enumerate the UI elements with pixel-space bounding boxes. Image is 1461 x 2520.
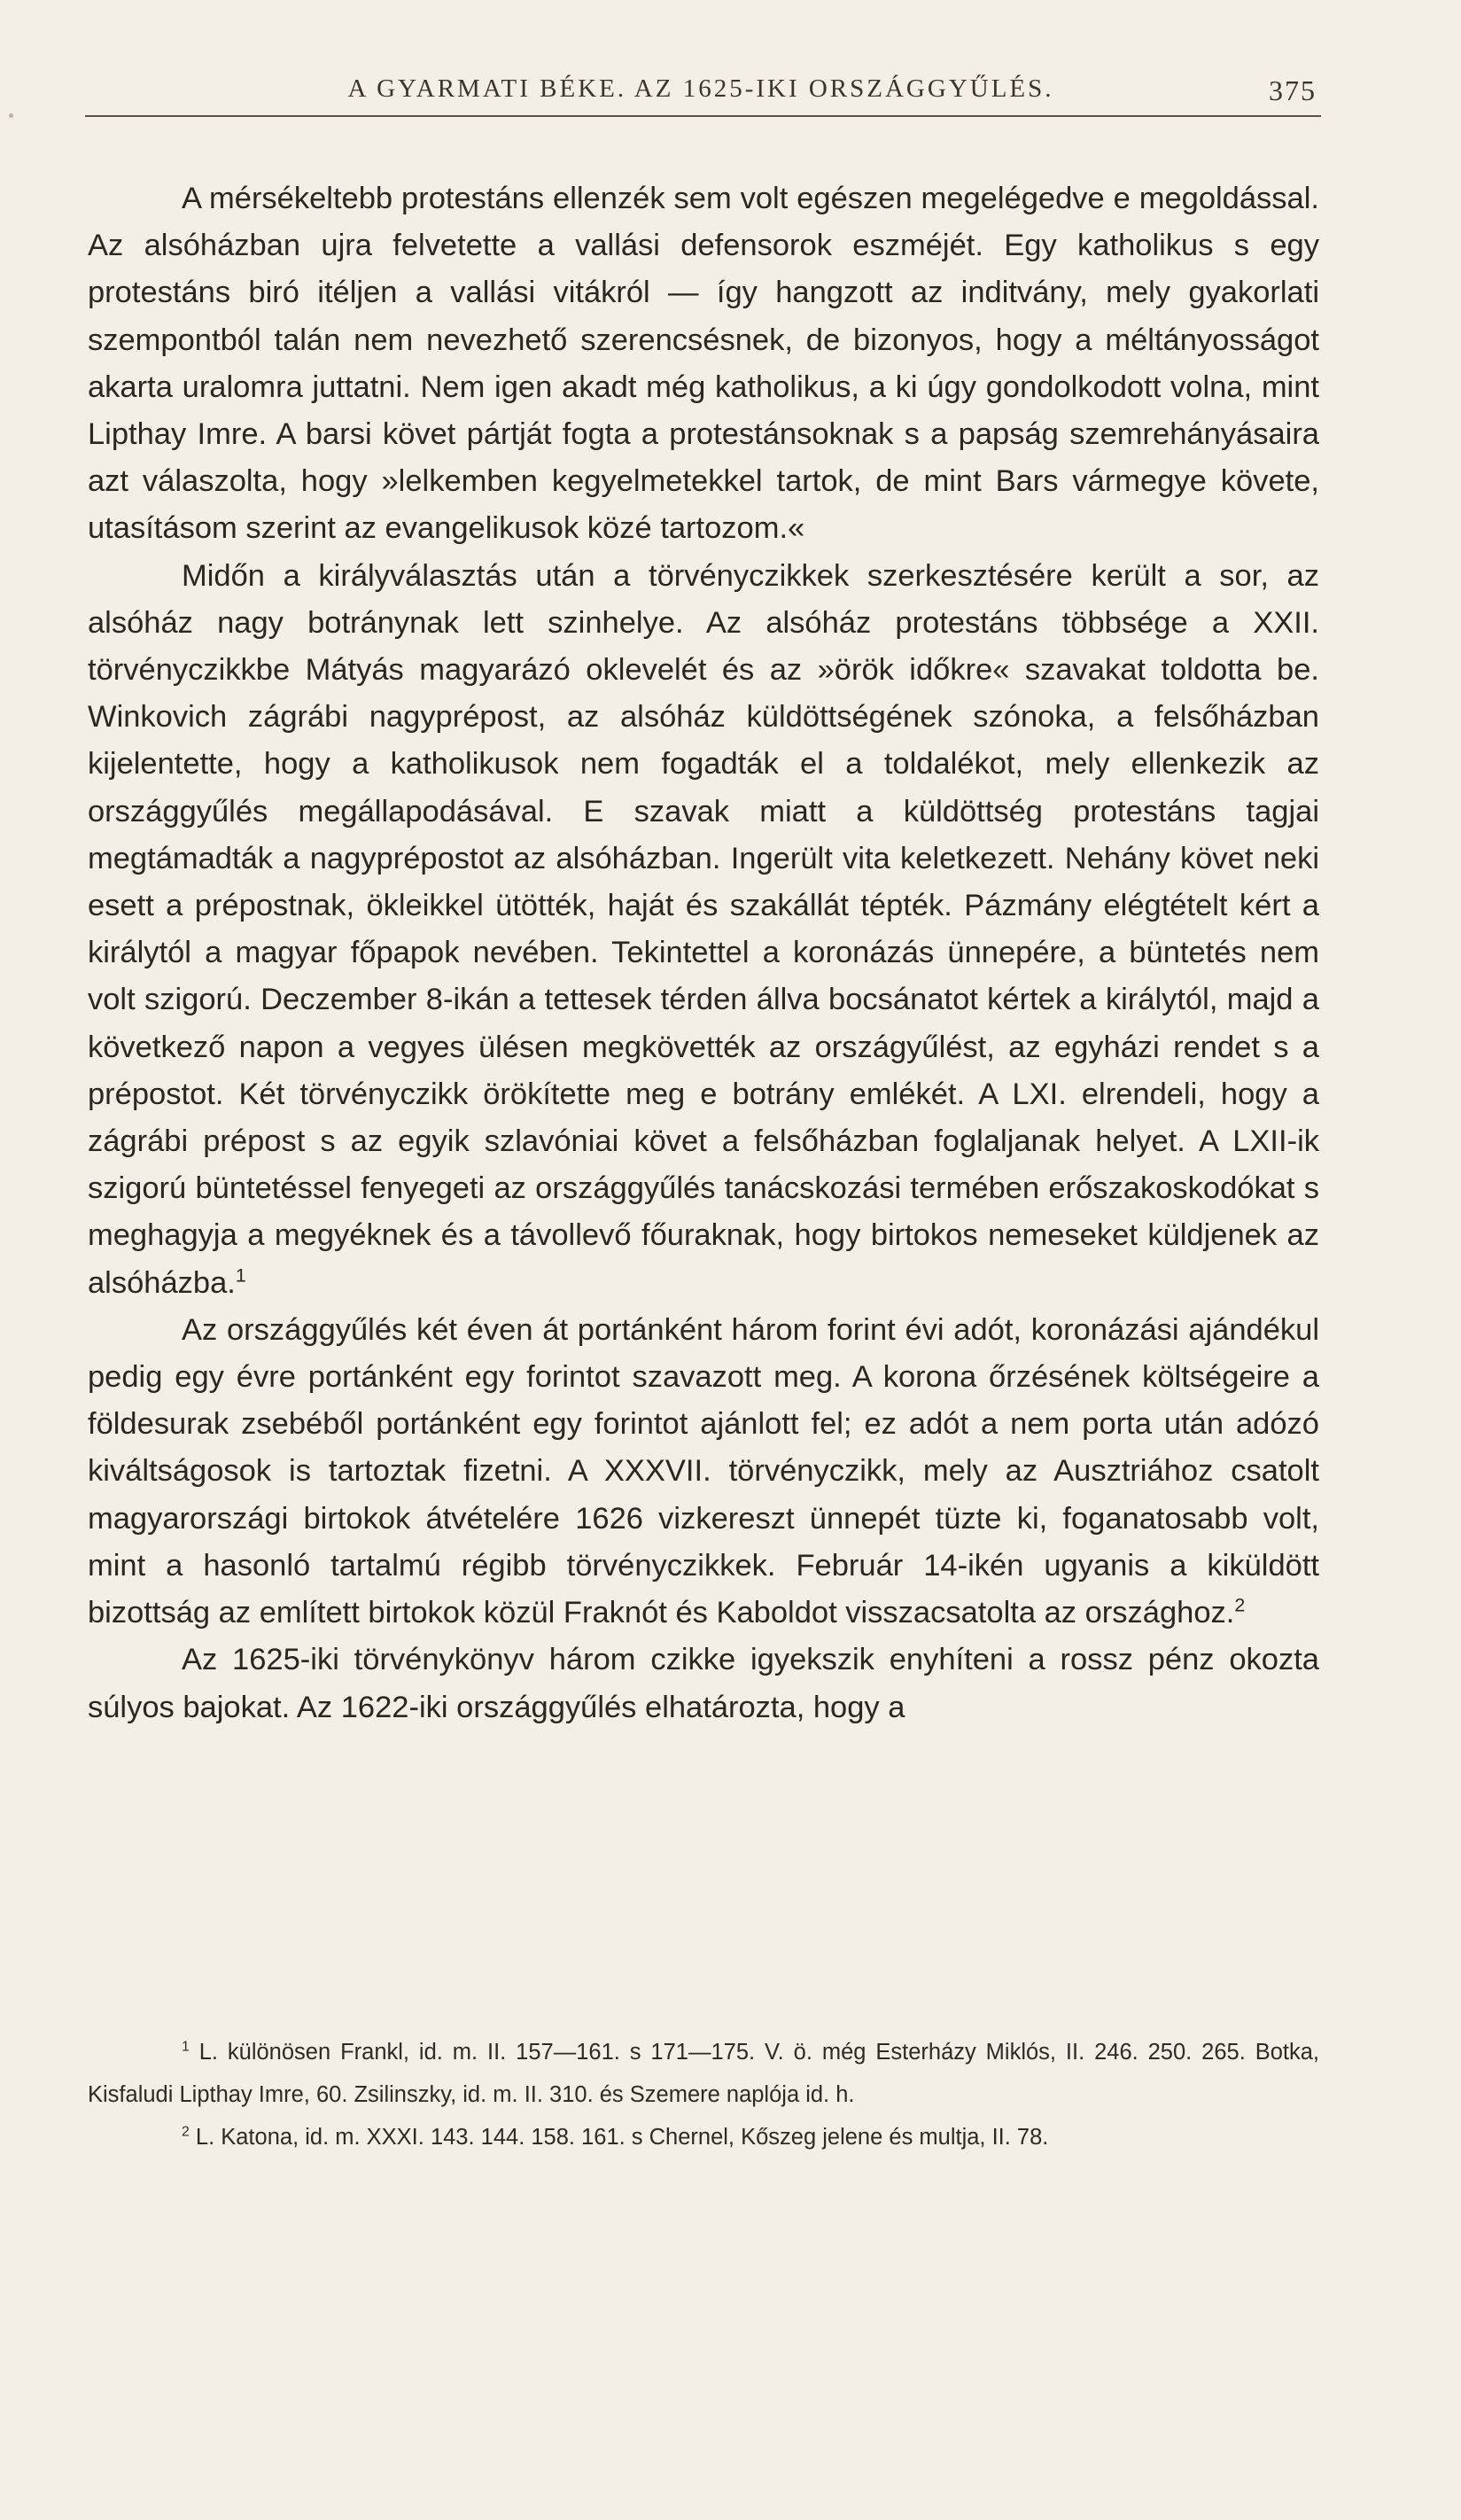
- footnote-text: L. Katona, id. m. XXXI. 143. 144. 158. 161. s Chernel, Kőszeg jelene és multja, II. 78.: [195, 2125, 1049, 2150]
- paragraph: [88, 1307, 1319, 1637]
- paragraph: [88, 553, 1319, 1307]
- footnote-reference[interactable]: 1: [235, 1264, 246, 1287]
- paragraph: [88, 175, 1319, 553]
- header-rule: [85, 115, 1321, 117]
- paragraph-text: A mérsékeltebb protestáns ellenzék sem volt egészen megelégedve e megoldással. Az alsóházban ujra felvetette a vallási defensorok eszméjét. Egy katholikus s egy protestáns biró itéljen a vallási vitákról — így hangzott az inditvány, mely gyakorlati szempontból talán nem nevezhető szerencsésnek, de bizonyos, hogy a méltányosságot akarta uralomra juttatni. Nem igen akadt még katholikus, a ki úgy gondolkodott volna, mint Lipthay Imre. A barsi követ pártját fogta a protestánsoknak s a papság szemrehányásaira azt válaszolta, hogy »lelkemben kegyelmetekkel tartok, de mint Bars vármegye követe, utasításom szerint az evangelikusok közé tartozom.«: [88, 182, 1319, 546]
- paragraph-text: Az 1625-iki törvénykönyv három czikke igyekszik enyhíteni a rossz pénz okozta súlyos bajokat. Az 1622-iki országgyűlés elhatározta, hogy a: [88, 1643, 1319, 1724]
- paper-speck: [9, 113, 13, 118]
- footnote: [88, 2116, 1319, 2158]
- footnotes: [88, 2031, 1319, 2158]
- paragraph-text: Midőn a királyválasztás után a törvényczikkek szerkesztésére került a sor, az alsóház nagy botránynak lett szinhelye. Az alsóház protestáns többsége a XXII. törvényczikkbe Mátyás magyarázó oklevelét és az »örök időkre« szavakat toldotta be. Winkovich zágrábi nagyprépost, az alsóház küldöttségének szónoka, a felsőházban kijelentette, hogy a katholikusok nem fogadták el a toldalékot, mely ellenkezik az országgyűlés megállapodásával. E szavak miatt a küldöttség protestáns tagjai megtámadták a nagyprépostot az alsóházban. Ingerült vita keletkezett. Nehány követ neki esett a prépostnak, ökleikkel ütötték, haját és szakállát tépték. Pázmány elégtételt kért a királytól a magyar főpapok nevében. Tekintettel a koronázás ünnepére, a büntetés nem volt szigorú. Deczember 8-ikán a tettesek térden állva bocsánatot kértek a királytól, majd a következő napon a vegyes ülésen megkövették az országyűlést, az egyházi rendet s a prépostot. Két törvényczikk örökítette meg e botrány emlékét. A LXI. elrendeli, hogy a zágrábi prépost s az egyik szlavóniai követ a felsőházban foglaljanak helyet. A LXII-ik szigorú büntetéssel fenyegeti az országgyűlés tanácskozási termében erőszakoskodókat s meghagyja a megyéknek és a távollevő főuraknak, hogy birtokos nemeseket küldjenek az alsóházba.: [88, 558, 1319, 1300]
- paragraph: [88, 1637, 1319, 1731]
- page-number: 375: [1269, 74, 1317, 106]
- body-text: [88, 175, 1319, 1731]
- footnote-mark: 1: [182, 2039, 190, 2055]
- paragraph-text: Az országgyűlés két éven át portánként három forint évi adót, koronázási ajándékul pedig egy évre portánként egy forintot szavazott meg. A korona őrzésének költségeire a földesurak zsebéből portánként egy forintot ajánlott fel; ez adót a nem porta után adózó kiváltságosok is tartoztak fizetni. A XXXVII. törvényczikk, mely az Ausztriához csatolt magyarországi birtokok átvételére 1626 vizkereszt ünnepét tüzte ki, foganatosabb volt, mint a hasonló tartalmú régibb törvényczikkek. Február 14-ikén ugyanis a kiküldött bizottság az említett birtokok közül Fraknót és Kaboldot visszacsatolta az országhoz.: [88, 1312, 1319, 1630]
- footnote-text: L. különösen Frankl, id. m. II. 157—161. s 171—175. V. ö. még Esterházy Miklós, II. 246. 250. 265. Botka, Kisfaludi Lipthay Imre, 60. Zsilinszky, id. m. II. 310. és Szemere naplója id. h.: [88, 2040, 1319, 2107]
- footnote-mark: 2: [182, 2124, 190, 2140]
- running-head: A GYARMATI BÉKE. AZ 1625-IKI ORSZÁGGYŰLÉS.: [347, 74, 1054, 103]
- footnote-reference[interactable]: 2: [1234, 1594, 1246, 1616]
- footnote: [88, 2031, 1319, 2116]
- page-header: [85, 74, 1317, 110]
